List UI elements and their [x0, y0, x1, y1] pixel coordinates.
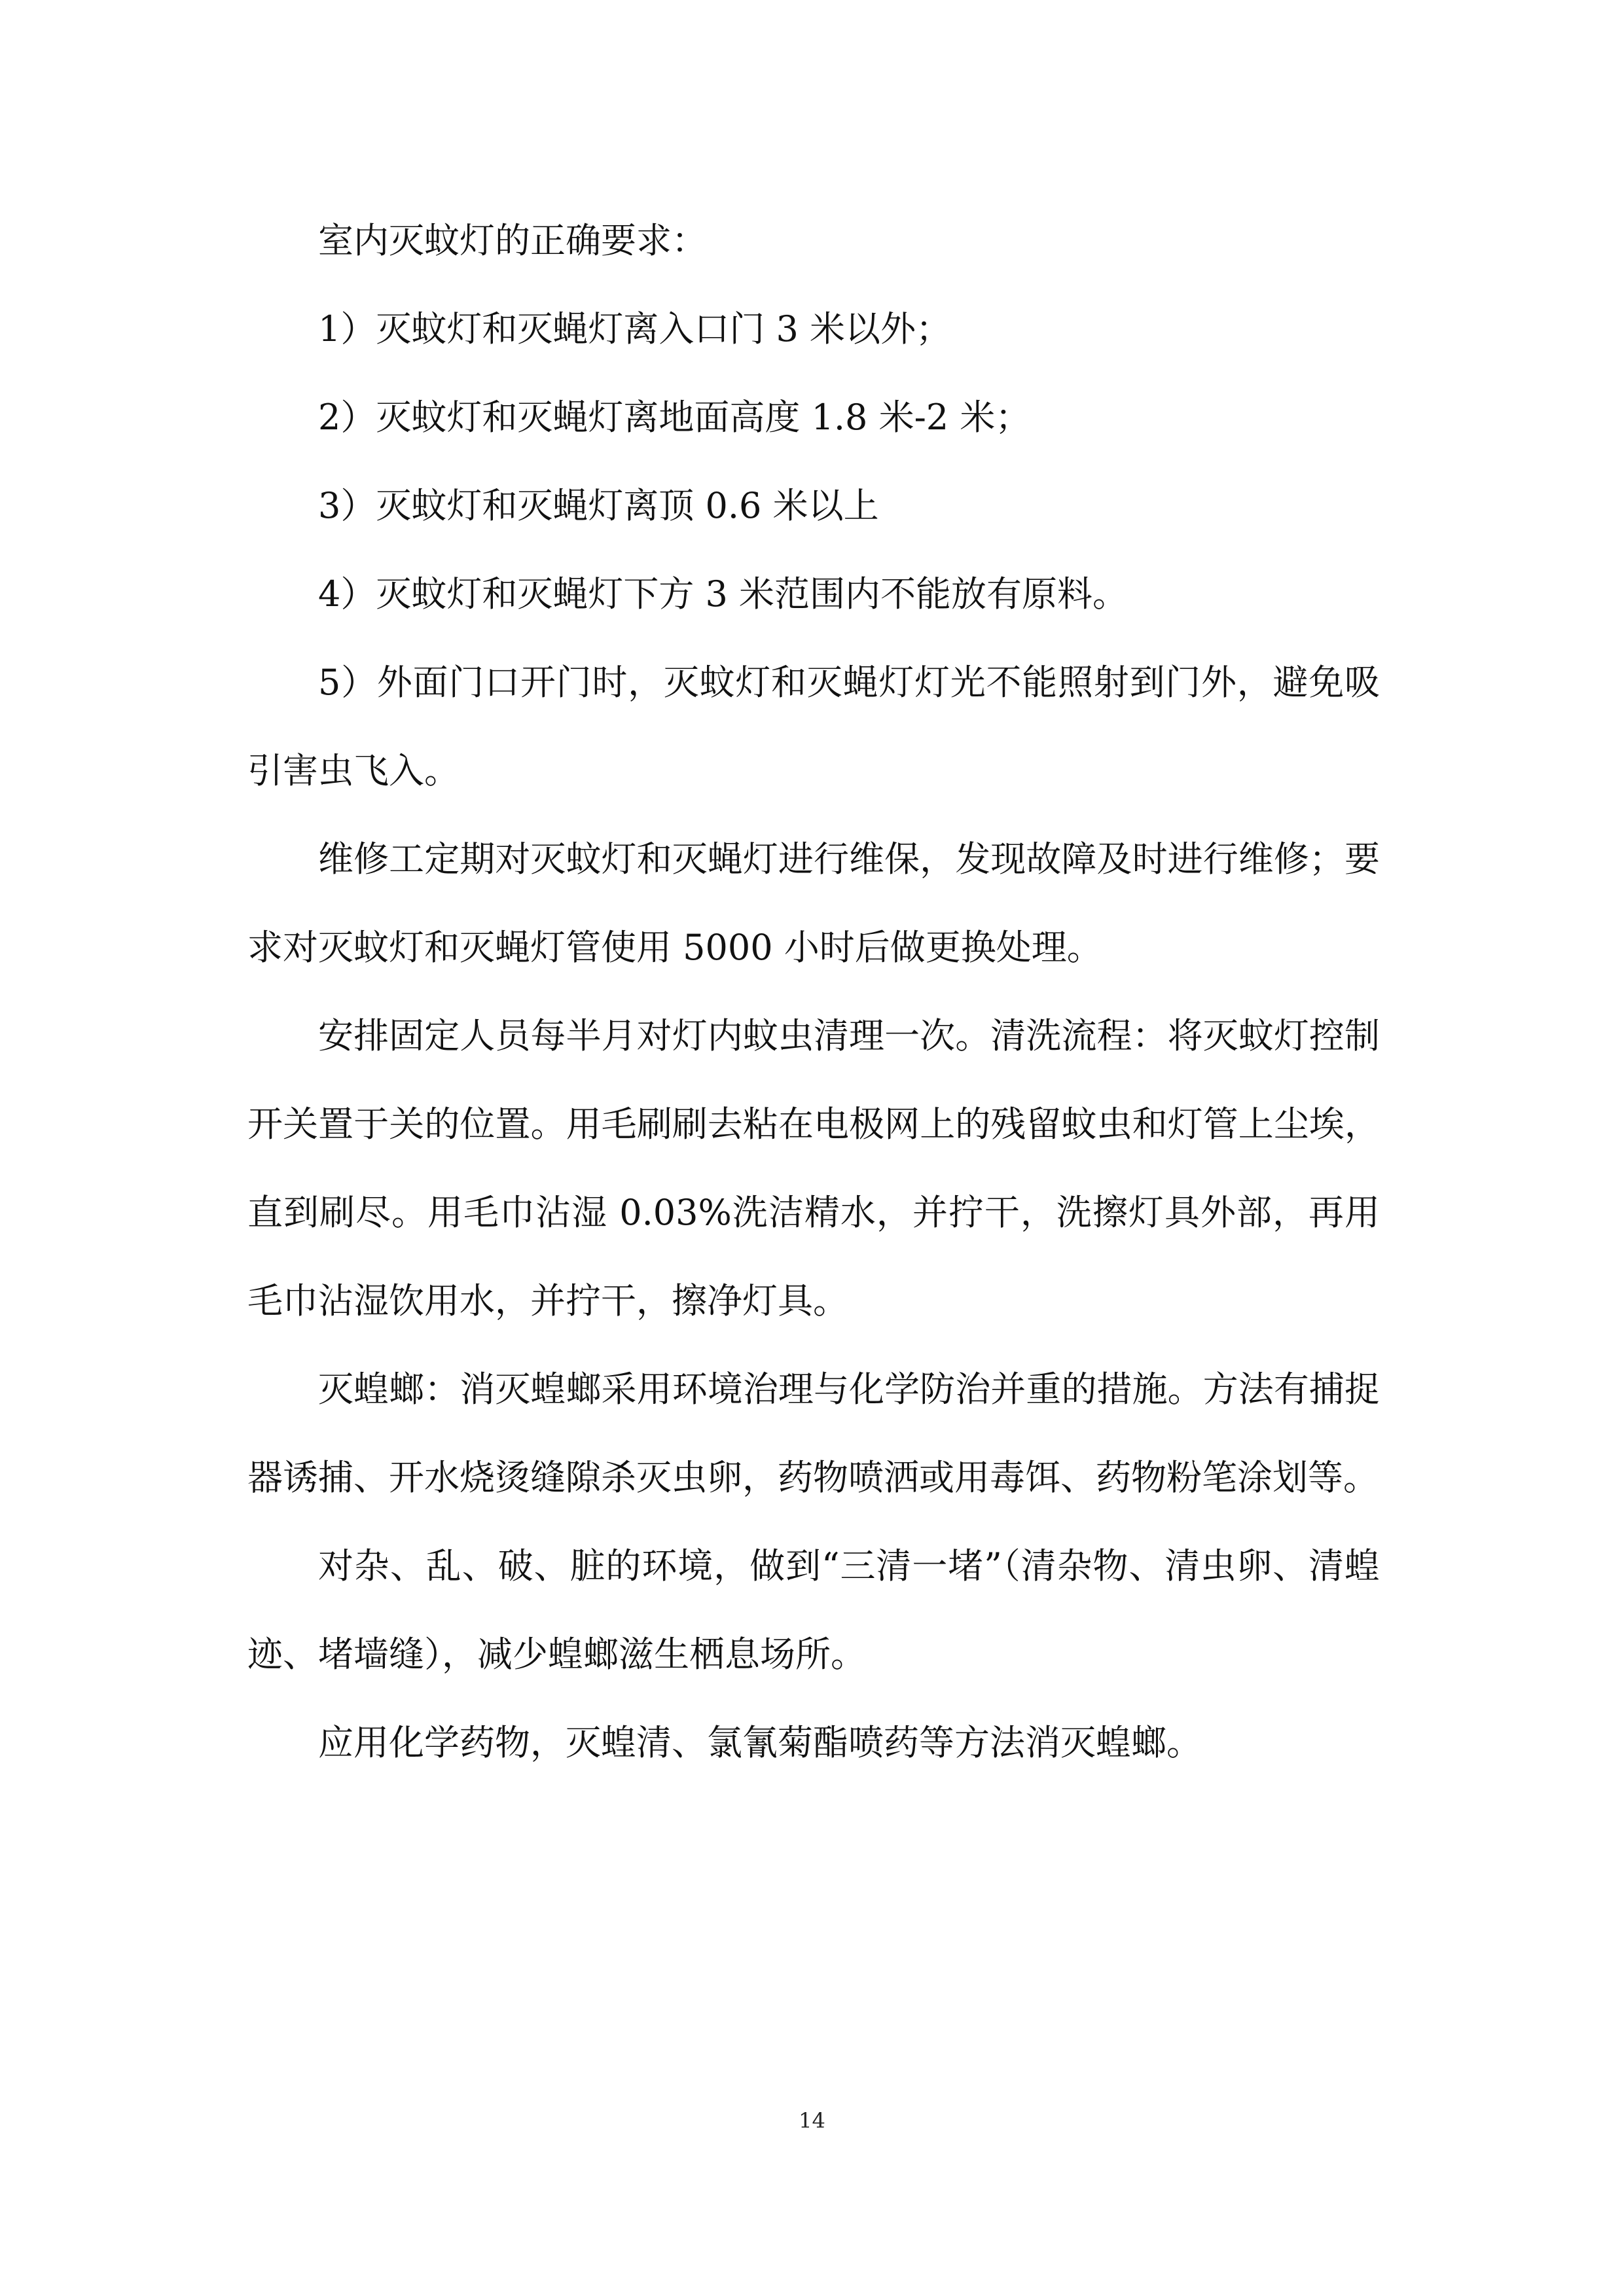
document-body	[247, 196, 1380, 1787]
paragraph-item-1: 1）灭蚊灯和灭蝇灯离入口门 3 米以外；	[318, 308, 952, 350]
page-number: 14	[799, 2108, 825, 2133]
paragraph-maintenance: 维修工定期对灭蚊灯和灭蝇灯进行维保，发现故障及时进行维修；要求对灭蚊灯和灭蝇灯管使用 5000 小时后做更换处理。	[247, 838, 1380, 968]
paragraph-cockroach-control: 灭蝗螂：消灭蝗螂采用环境治理与化学防治并重的措施。方法有捕捉器诱捕、开水烧烫缝隙杀灭虫卵，药物喷洒或用毒饵、药物粉笔涂划等。	[247, 1369, 1380, 1498]
paragraph-item-2: 2）灭蚊灯和灭蝇灯离地面高度 1.8 米-2 米；	[318, 397, 1031, 438]
paragraph-cleaning: 安排固定人员每半月对灯内蚊虫清理一次。清洗流程：将灭蚊灯控制开关置于关的位置。用毛刷刷去粘在电极网上的残留蚊虫和灯管上尘埃，直到刷尽。用毛巾沾湿 0.03%洗洁精水，并拧干，洗擦灯具外部，再用毛巾沾湿饮用水，并拧干，擦净灯具。	[247, 1015, 1380, 1321]
paragraph-item-5: 5）外面门口开门时，灭蚊灯和灭蝇灯灯光不能照射到门外，避免吸引害虫飞入。	[247, 662, 1380, 791]
paragraph-chemical: 应用化学药物，灭蝗清、氯氰菊酯喷药等方法消灭蝗螂。	[318, 1722, 1202, 1763]
paragraph-item-4: 4）灭蚊灯和灭蝇灯下方 3 米范围内不能放有原料。	[318, 573, 1128, 615]
paragraph-requirements-heading: 室内灭蚊灯的正确要求：	[318, 220, 707, 261]
paragraph-item-3: 3）灭蚊灯和灭蝇灯离顶 0.6 米以上	[318, 485, 879, 526]
paragraph-environment: 对杂、乱、破、脏的环境，做到“三清一堵”（清杂物、清虫卵、清蝗迹、堵墙缝），减少蝗螂滋生栖息场所。	[247, 1545, 1380, 1675]
